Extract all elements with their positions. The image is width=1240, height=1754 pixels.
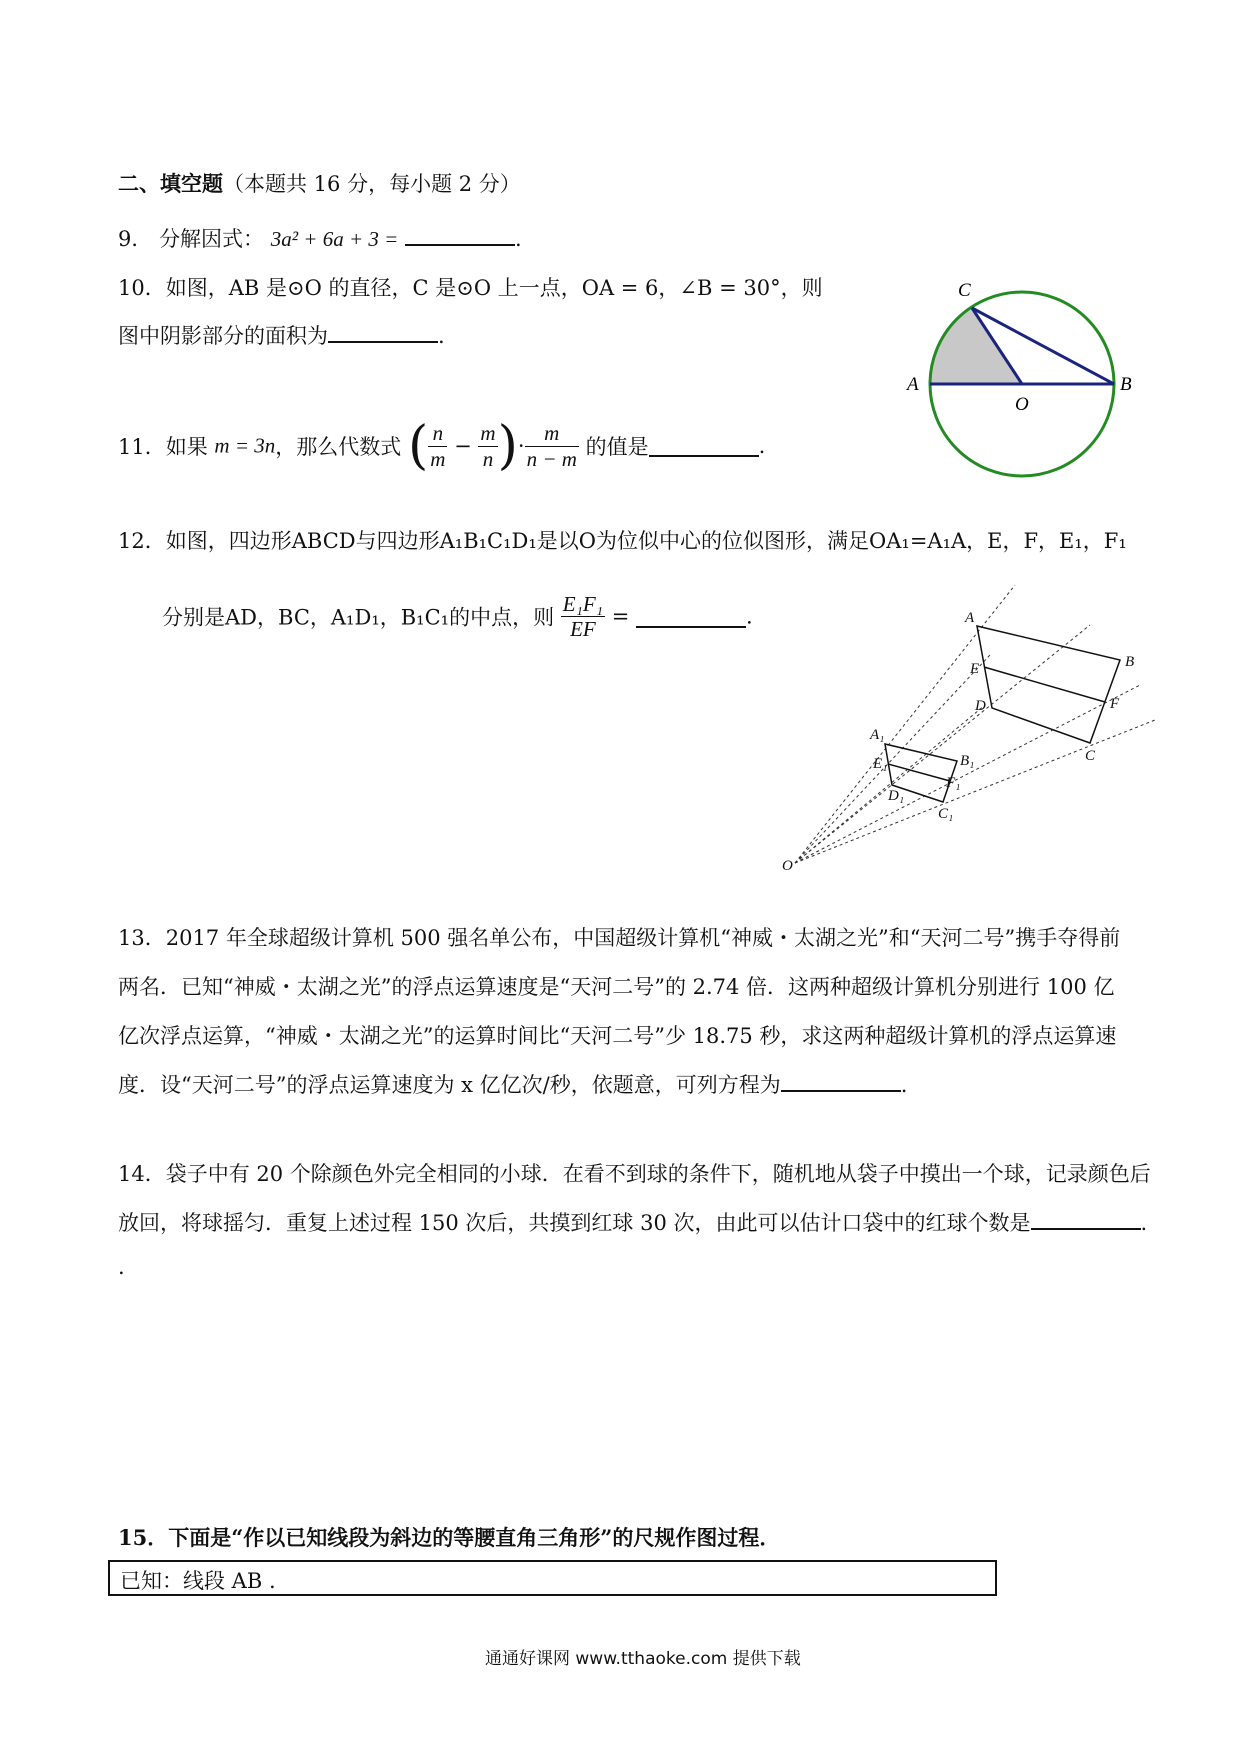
q13-text-4: 度．设“天河二号”的浮点运算速度为 x 亿亿次/秒，依题意，可列方程为 [118, 1073, 781, 1097]
q9-text: 分解因式： [159, 227, 265, 251]
q10-number: 10． [118, 276, 166, 300]
question-13-line4 [118, 1069, 907, 1099]
q11-end: . [758, 434, 766, 458]
question-13-line2: 两名．已知“神威・太湖之光”的浮点运算速度是“天河二号”的 2.74 倍．这两种超级计算机分别进行 100 亿 [118, 975, 1115, 999]
q9-end: . [515, 227, 522, 251]
q12-frac-den: EF [570, 617, 596, 642]
q12-frac-num: E₁F₁ [562, 592, 604, 616]
label-d: D [975, 698, 986, 714]
q12-number: 12． [118, 529, 166, 553]
q11-fraction-1 [428, 421, 447, 470]
ray-oc [795, 720, 1155, 863]
q11-text-3: 的值是 [585, 435, 649, 459]
q11-number: 11． [118, 435, 166, 459]
label-o: O [1015, 394, 1029, 415]
label-b: B [1120, 374, 1132, 395]
given-text: 已知：线段 AB . [120, 1569, 276, 1593]
q10-text: 如图，AB 是⊙O 的直径，C 是⊙O 上一点，OA = 6，∠B = 30°，则 [165, 276, 823, 300]
q14-text-2: 放回，将球摇匀．重复上述过程 150 次后，共摸到红球 30 次，由此可以估计口袋中的红球个数是 [118, 1211, 1031, 1235]
question-14-line1: 14．袋子中有 20 个除颜色外完全相同的小球．在看不到球的条件下，随机地从袋子中摸出一个球，记录颜色后 [118, 1162, 1151, 1186]
quad-abcd [977, 626, 1120, 743]
q10-end: . [438, 324, 445, 348]
question-14-line2 [118, 1207, 1147, 1237]
section-header [118, 168, 521, 198]
question-11 [118, 416, 766, 476]
label-a: A [907, 374, 919, 395]
question-10-line1 [118, 272, 823, 302]
label-d1: D₁ [888, 788, 905, 804]
q11-f3-num: m [525, 421, 579, 446]
question-12-line1 [118, 525, 1127, 555]
segment-ef [984, 667, 1105, 702]
right-paren: ) [497, 416, 518, 476]
stray-dot: . [118, 1255, 125, 1279]
q13-end: . [900, 1073, 908, 1097]
given-box [108, 1560, 997, 1596]
q9-expression: 3a² + 6a + 3 = [270, 227, 399, 251]
q11-condition: m = 3n [214, 433, 276, 458]
label-c: C [1085, 748, 1096, 764]
q12-text-2: 分别是AD，BC，A₁D₁，B₁C₁的中点，则 [162, 605, 555, 630]
q10-circle-figure [895, 272, 1155, 502]
question-12-line2 [162, 592, 753, 641]
label-b: B [1125, 654, 1135, 670]
label-a1: A₁ [870, 727, 885, 743]
left-paren: ( [407, 416, 429, 476]
q11-text-2: ，那么代数式 [275, 435, 402, 459]
q11-fraction-2 [478, 421, 497, 470]
q12-fraction [561, 592, 605, 641]
q12-answer-blank [636, 606, 746, 628]
question-13-line1: 13．2017 年全球超级计算机 500 强名单公布，中国超级计算机“神威・太湖之光”和“天河二号”携手夺得前 [118, 926, 1121, 950]
q11-answer-blank [649, 435, 759, 457]
label-c1: C₁ [938, 806, 954, 822]
question-10-line2 [118, 320, 445, 350]
q9-number: 9． [118, 227, 153, 251]
label-o: O [782, 858, 793, 874]
ray-of [795, 685, 1140, 863]
q10-text-2: 图中阴影部分的面积为 [118, 324, 328, 348]
label-c: C [958, 280, 971, 301]
label-e1: E₁ [873, 756, 888, 772]
label-b1: B₁ [960, 753, 975, 769]
label-f1: F₁ [946, 775, 961, 791]
q11-f1-den: m [430, 446, 446, 471]
q11-f1-num: n [428, 421, 447, 446]
section-note: （本题共 16 分，每小题 2 分） [223, 172, 521, 196]
q13-answer-blank [781, 1070, 901, 1092]
dot-operator: · [517, 434, 525, 458]
question-13-line3: 亿次浮点运算，“神威・太湖之光”的运算时间比“天河二号”少 18.75 秒，求这两种超级计算机的浮点运算速 [118, 1024, 1117, 1048]
q14-end: . [1140, 1211, 1148, 1235]
label-f: F [1110, 696, 1120, 712]
q11-text-1: 如果 [165, 435, 208, 459]
q12-end: . [746, 604, 753, 629]
ray-ob [795, 625, 1090, 863]
label-e: E [970, 661, 980, 677]
q9-answer-blank [405, 224, 515, 246]
section-title: 二、填空题 [118, 171, 223, 196]
minus-sign: − [454, 434, 472, 458]
shaded-sector [930, 308, 1022, 384]
q11-fraction-3 [525, 421, 579, 470]
q14-answer-blank [1031, 1208, 1141, 1230]
label-a: A [965, 610, 975, 626]
question-15: 15．下面是“作以已知线段为斜边的等腰直角三角形”的尺规作图过程． [118, 1525, 781, 1550]
q11-f2-den: n [482, 446, 494, 471]
footer-text: 通通好课网 www.tthaoke.com 提供下载 [485, 1649, 801, 1669]
q12-homothety-figure [770, 575, 1170, 885]
q12-text: 如图，四边形ABCD与四边形A₁B₁C₁D₁是以O为位似中心的位似图形，满足OA₁=A₁A，E，F，E₁，F₁ [165, 529, 1127, 553]
q11-f2-num: m [480, 421, 496, 446]
q11-f3-den: n − m [526, 446, 577, 471]
question-9 [118, 223, 522, 253]
q10-answer-blank [328, 321, 438, 343]
q12-equals: = [611, 604, 630, 629]
